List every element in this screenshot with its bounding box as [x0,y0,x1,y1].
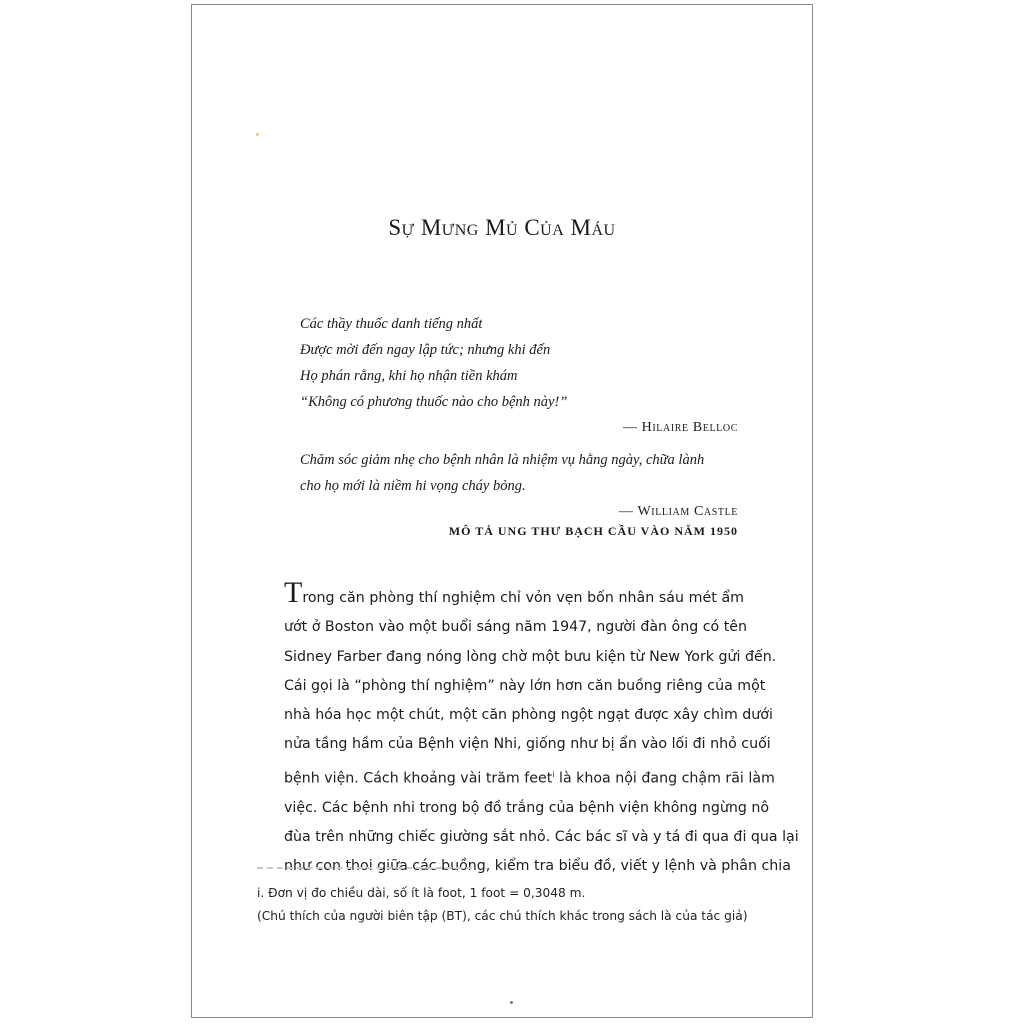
epigraph-line: “Không có phương thuốc nào cho bệnh này!” [300,394,568,410]
footnote-divider [257,867,472,869]
body-line: nửa tầng hầm của Bệnh viện Nhi, giống như bị ẩn vào lối đi nhỏ cuối [284,736,771,753]
footnote-item: i. Đơn vị đo chiều dài, số ít là foot, 1 foot = 0,3048 m. [257,886,586,900]
epigraph-line: Các thầy thuốc danh tiếng nhất [300,316,483,332]
epigraph-attribution-belloc: — Hilaire Belloc [622,420,738,435]
book-page [191,4,813,1018]
body-line: Sidney Farber đang nóng lòng chờ một bưu kiện từ New York gửi đến. [284,648,777,665]
body-line [284,576,744,613]
epigraph-attribution-castle: — William Castle [619,504,738,519]
epigraph-attribution-note: MÔ TẢ UNG THƯ BẠCH CẦU VÀO NĂM 1950 [448,524,738,538]
epigraph-quote [300,447,760,499]
epigraph-line: cho họ mới là niềm hi vọng cháy bỏng. [300,478,526,494]
body-line-text: là khoa nội đang chậm rãi làm [554,770,775,787]
body-line: như con thoi giữa các buồng, kiểm tra biểu đồ, viết y lệnh và phân chia [284,858,791,875]
body-paragraph [284,576,799,882]
body-line-text: bệnh viện. Cách khoảng vài trăm feet [284,770,553,787]
page-speck-yellow [256,133,259,136]
footnote-item: (Chú thích của người biên tập (BT), các chú thích khác trong sách là của tác giả) [257,909,748,923]
footnotes [257,882,757,928]
epigraph-poem [300,311,740,415]
body-line-text: rong căn phòng thí nghiệm chỉ vỏn vẹn bốn nhân sáu mét ẩm [302,590,744,606]
epigraph-line: Chăm sóc giảm nhẹ cho bệnh nhân là nhiệm vụ hằng ngày, chữa lành [300,452,705,468]
page-speck-gray [510,1001,513,1004]
body-line: nhà hóa học một chút, một căn phòng ngột ngạt được xây chìm dưới [284,707,773,724]
body-line: đùa trên những chiếc giường sắt nhỏ. Các bác sĩ và y tá đi qua đi qua lại [284,829,799,846]
body-line: Cái gọi là “phòng thí nghiệm” này lớn hơn căn buồng riêng của một [284,677,766,694]
body-line: ướt ở Boston vào một buổi sáng năm 1947, người đàn ông có tên [284,619,747,636]
chapter-title: Sự Mưng Mủ Của Máu [388,215,616,240]
epigraph-line: Họ phán rằng, khi họ nhận tiền khám [300,368,518,384]
body-line [284,760,775,794]
dropcap: T [284,576,303,609]
epigraph-line: Được mời đến ngay lập tức; nhưng khi đến [300,342,551,358]
body-line: việc. Các bệnh nhi trong bộ đồ trắng của bệnh viện không ngừng nô [284,799,770,816]
footnote-marker[interactable]: i [552,769,555,779]
